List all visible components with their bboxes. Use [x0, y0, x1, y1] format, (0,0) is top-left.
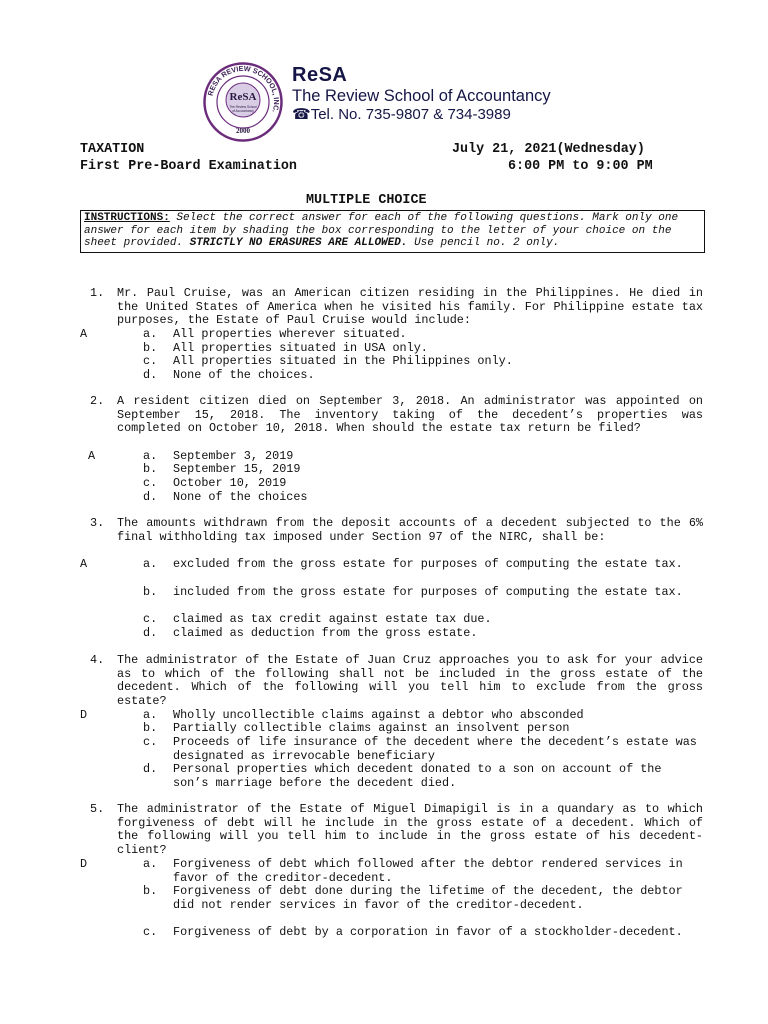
question-stem: The administrator of the Estate of Miguel Dimapigil is in a quandary as to which forgiveness of debt will he include in the gross estate of a decedent. Which of the following will you tell him to include in the gross estate of his decedent-client?	[117, 802, 703, 858]
exam-date: July 21, 2021(Wednesday)	[452, 142, 645, 157]
school-name: The Review School of Accountancy	[292, 87, 551, 105]
question-stem: The administrator of the Estate of Juan Cruz approaches you to ask for your advice as to which of the following shall not be included in the gross estate of the decedent. Which of the following will you tell him to exclude from the gross estate?	[117, 653, 703, 709]
telephone-icon: ☎	[292, 106, 311, 123]
question-number: 5.	[90, 802, 105, 816]
resa-logo-seal	[203, 62, 283, 142]
section-title: MULTIPLE CHOICE	[306, 193, 427, 208]
question-stem: The amounts withdrawn from the deposit accounts of a decedent subjected to the 6% final withholding tax imposed under Section 97 of the NIRC, shall be:	[117, 516, 703, 544]
subject-title: TAXATION	[80, 142, 145, 157]
instructions-text-end: Use pencil no. 2 only.	[407, 237, 560, 249]
question-stem: A resident citizen died on September 3, 2018. An administrator was appointed on September 15, 2018. The inventory taking of the decedent’s properties was completed on October 10, 2018. When should the estate tax return be filed?	[117, 394, 703, 436]
question-number: 4.	[90, 653, 105, 667]
answer-key: A	[88, 449, 96, 463]
question-number: 2.	[90, 394, 105, 408]
instructions-box	[80, 210, 705, 253]
exam-name: First Pre-Board Examination	[80, 159, 297, 174]
svg-text:RESA REVIEW SCHOOL, INC.: RESA REVIEW SCHOOL, INC.	[205, 63, 282, 114]
exam-time: 6:00 PM to 9:00 PM	[508, 159, 653, 174]
instructions-warning: STRICTLY NO ERASURES ARE ALLOWED.	[189, 237, 408, 249]
svg-text:of Accountancy: of Accountancy	[232, 109, 254, 113]
answer-key: D	[80, 708, 88, 722]
instructions-label: INSTRUCTIONS:	[84, 212, 170, 224]
svg-text:The Review School: The Review School	[229, 105, 257, 109]
svg-text:ReSA: ReSA	[229, 91, 257, 103]
answer-key: A	[80, 557, 88, 571]
question-number: 1.	[90, 286, 105, 300]
question-stem: Mr. Paul Cruise, was an American citizen residing in the Philippines. He died in the United States of America when he visited his family. For Philippine estate tax purposes, the Estate of Paul Cruise would include:	[117, 286, 703, 328]
question-number: 3.	[90, 516, 105, 530]
answer-key: D	[80, 857, 88, 871]
svg-text:2000: 2000	[236, 127, 250, 135]
instructions-text: Select the correct answer for each of the following questions. Mark only one answer for each item by shading the box corresponding to the letter of your choice on the sheet provided.	[84, 212, 679, 249]
answer-key: A	[80, 327, 88, 341]
school-brand	[292, 64, 551, 124]
school-telephone: ☎Tel. No. 735-9807 & 734-3989	[292, 106, 511, 123]
brand-name: ReSA	[292, 64, 348, 86]
